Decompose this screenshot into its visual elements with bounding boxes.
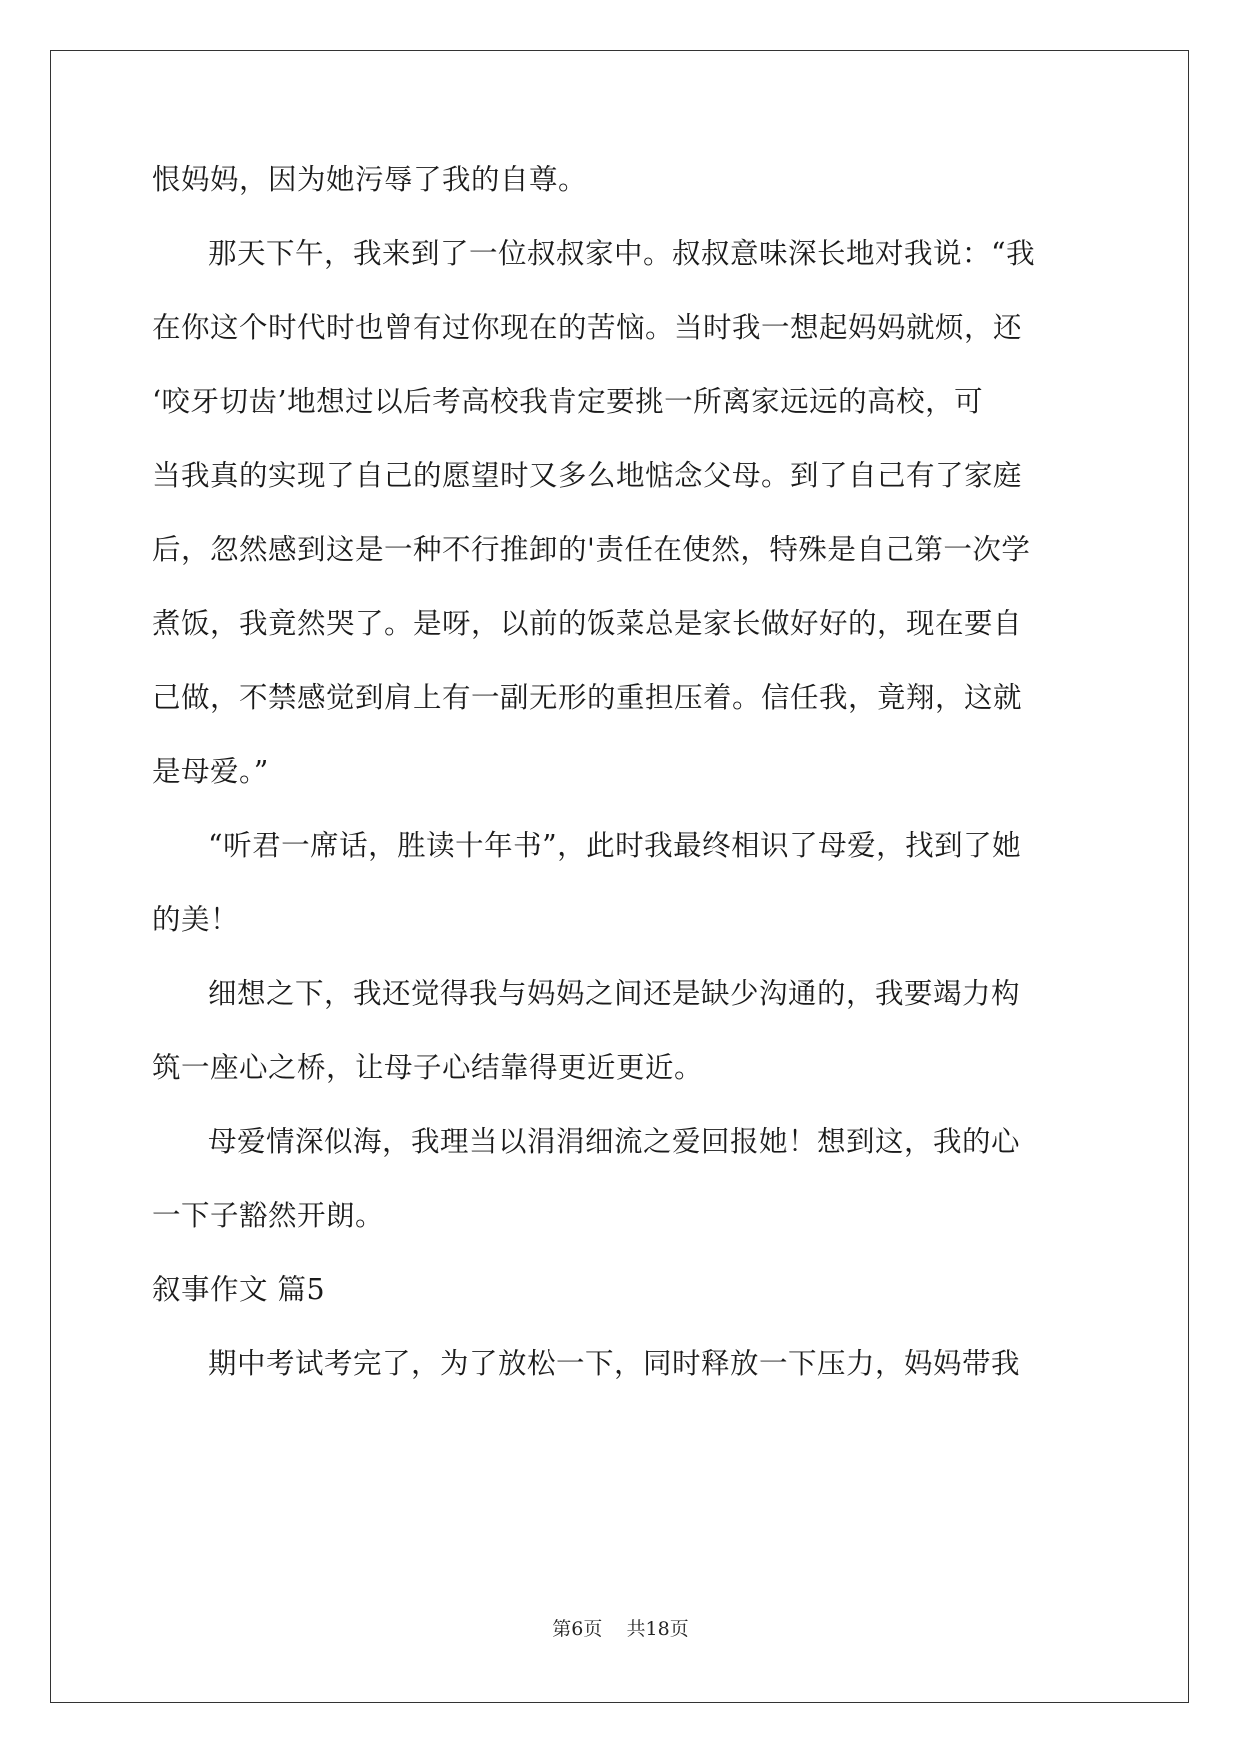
text-line: 那天下午，我来到了一位叔叔家中。叔叔意味深长地对我说：“我 — [208, 237, 1036, 270]
section-heading: 叙事作文 篇5 — [152, 1273, 326, 1306]
text-line: 己做，不禁感觉到肩上有一副无形的重担压着。信任我，竟翔，这就 — [152, 681, 1023, 714]
text-line: 母爱情深似海，我理当以涓涓细流之爱回报她！想到这，我的心 — [208, 1125, 1021, 1158]
text-line: ‘咬牙切齿’地想过以后考高校我肯定要挑一所离家远远的高校，可 — [152, 385, 984, 418]
text-line: 在你这个时代时也曾有过你现在的苦恼。当时我一想起妈妈就烦，还 — [152, 311, 1023, 344]
page-total: 共18页 — [626, 1618, 689, 1640]
text-line: 的美！ — [152, 903, 240, 936]
text-line: 细想之下，我还觉得我与妈妈之间还是缺少沟通的，我要竭力构 — [208, 977, 1021, 1010]
page-number: 第6页 — [552, 1618, 603, 1640]
text-line: 一下子豁然开朗。 — [152, 1199, 385, 1232]
page-footer — [0, 1614, 1241, 1641]
text-line: “听君一席话，胜读十年书”，此时我最终相识了母爱，找到了她 — [208, 829, 1022, 862]
text-line: 后，忽然感到这是一种不行推卸的'责任在使然，特殊是自己第一次学 — [152, 533, 1031, 566]
text-line: 当我真的实现了自己的愿望时又多么地惦念父母。到了自己有了家庭 — [152, 459, 1023, 492]
page-border — [50, 50, 1189, 1703]
text-line: 是母爱。” — [152, 755, 269, 788]
text-line: 期中考试考完了，为了放松一下，同时释放一下压力，妈妈带我 — [208, 1347, 1021, 1380]
text-line: 煮饭，我竟然哭了。是呀，以前的饭菜总是家长做好好的，现在要自 — [152, 607, 1023, 640]
text-line: 恨妈妈，因为她污辱了我的自尊。 — [152, 163, 588, 196]
text-line: 筑一座心之桥，让母子心结靠得更近更近。 — [152, 1051, 704, 1084]
